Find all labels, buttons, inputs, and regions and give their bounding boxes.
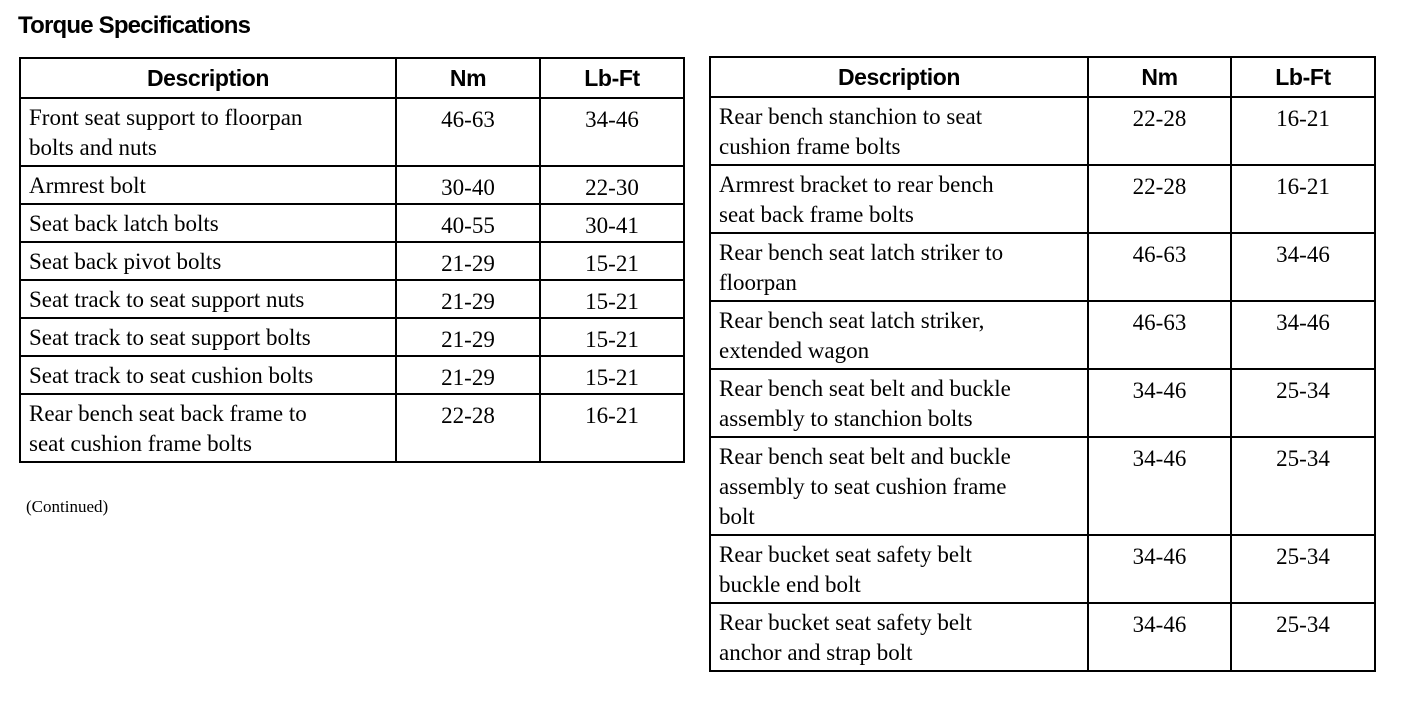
header-row [20,58,684,98]
description-line: Seat track to seat support nuts [29,287,305,312]
description-line: Armrest bracket to rear bench [719,172,994,197]
description-line: Front seat support to floorpan [29,105,303,130]
table-row [710,233,1375,301]
description-line: anchor and strap bolt [719,640,913,665]
description-line: Rear bench stanchion to seat [719,104,983,129]
description-line: assembly to seat cushion frame [719,474,1007,499]
cell-description [710,301,1088,369]
cell-description [20,242,396,280]
cell-lbft: 34-46 [1231,233,1375,301]
cell-nm: 22-28 [1088,165,1231,233]
cell-lbft: 22-30 [540,166,684,204]
continued-note: (Continued) [26,497,109,516]
cell-description [20,204,396,242]
cell-nm: 34-46 [1088,535,1231,603]
cell-nm: 21-29 [396,318,540,356]
column-header-description: Description [710,57,1088,97]
cell-nm: 46-63 [396,98,540,166]
cell-description [20,98,396,166]
description-line: Rear bench seat latch striker to [719,240,1004,265]
table-row [710,301,1375,369]
table-row [20,204,684,242]
table-body-right [710,97,1375,671]
column-header-nm: Nm [1088,57,1231,97]
column-header-description: Description [20,58,396,98]
cell-description [20,280,396,318]
cell-lbft: 16-21 [540,394,684,462]
description-line: Rear bench seat back frame to [29,401,307,426]
cell-lbft: 15-21 [540,280,684,318]
cell-description [710,603,1088,671]
torque-table-right [709,56,1376,672]
table-row [710,535,1375,603]
description-line: Rear bench seat latch striker, [719,308,985,333]
cell-lbft: 15-21 [540,318,684,356]
cell-description [710,369,1088,437]
description-line: extended wagon [719,338,870,363]
table-row [20,356,684,394]
description-line: floorpan [719,270,797,295]
cell-lbft: 34-46 [540,98,684,166]
column-header-lbft: Lb-Ft [1231,57,1375,97]
table-row [710,603,1375,671]
cell-nm: 34-46 [1088,369,1231,437]
description-line: Rear bench seat belt and buckle [719,376,1011,401]
cell-lbft: 16-21 [1231,165,1375,233]
table-row [710,97,1375,165]
column-header-lbft: Lb-Ft [540,58,684,98]
cell-nm: 40-55 [396,204,540,242]
cell-description [710,97,1088,165]
cell-lbft: 30-41 [540,204,684,242]
cell-lbft: 16-21 [1231,97,1375,165]
table-body-left [20,98,684,462]
header-row [710,57,1375,97]
cell-lbft: 34-46 [1231,301,1375,369]
table-row [20,242,684,280]
cell-description [20,394,396,462]
cell-description [20,318,396,356]
table-row [20,98,684,166]
table-row [710,165,1375,233]
cell-nm: 30-40 [396,166,540,204]
table-row [710,437,1375,535]
cell-description [20,356,396,394]
cell-lbft: 25-34 [1231,369,1375,437]
cell-description [20,166,396,204]
cell-description [710,535,1088,603]
description-line: assembly to stanchion bolts [719,406,973,431]
description-line: bolts and nuts [29,135,157,160]
cell-nm: 34-46 [1088,437,1231,535]
description-line: Rear bench seat belt and buckle [719,444,1011,469]
description-line: Armrest bolt [29,173,146,198]
cell-nm: 46-63 [1088,301,1231,369]
description-line: Seat track to seat support bolts [29,325,311,350]
cell-nm: 21-29 [396,242,540,280]
table-row [20,166,684,204]
description-line: cushion frame bolts [719,134,901,159]
table-row [20,280,684,318]
cell-nm: 21-29 [396,356,540,394]
column-header-nm: Nm [396,58,540,98]
table-row [20,394,684,462]
cell-nm: 21-29 [396,280,540,318]
cell-nm: 22-28 [1088,97,1231,165]
torque-table-left [19,57,685,463]
table-row [20,318,684,356]
cell-nm: 46-63 [1088,233,1231,301]
description-line: seat back frame bolts [719,202,914,227]
description-line: Seat back latch bolts [29,211,219,236]
cell-nm: 22-28 [396,394,540,462]
cell-lbft: 25-34 [1231,535,1375,603]
description-line: bolt [719,504,755,529]
description-line: Rear bucket seat safety belt [719,610,972,635]
cell-description [710,437,1088,535]
cell-nm: 34-46 [1088,603,1231,671]
cell-description [710,165,1088,233]
table-row [710,369,1375,437]
page-title: Torque Specifications [18,12,251,39]
description-line: seat cushion frame bolts [29,431,252,456]
cell-lbft: 15-21 [540,242,684,280]
description-line: Seat back pivot bolts [29,249,222,274]
cell-lbft: 15-21 [540,356,684,394]
description-line: buckle end bolt [719,572,861,597]
cell-description [710,233,1088,301]
cell-lbft: 25-34 [1231,437,1375,535]
description-line: Rear bucket seat safety belt [719,542,972,567]
description-line: Seat track to seat cushion bolts [29,363,314,388]
cell-lbft: 25-34 [1231,603,1375,671]
